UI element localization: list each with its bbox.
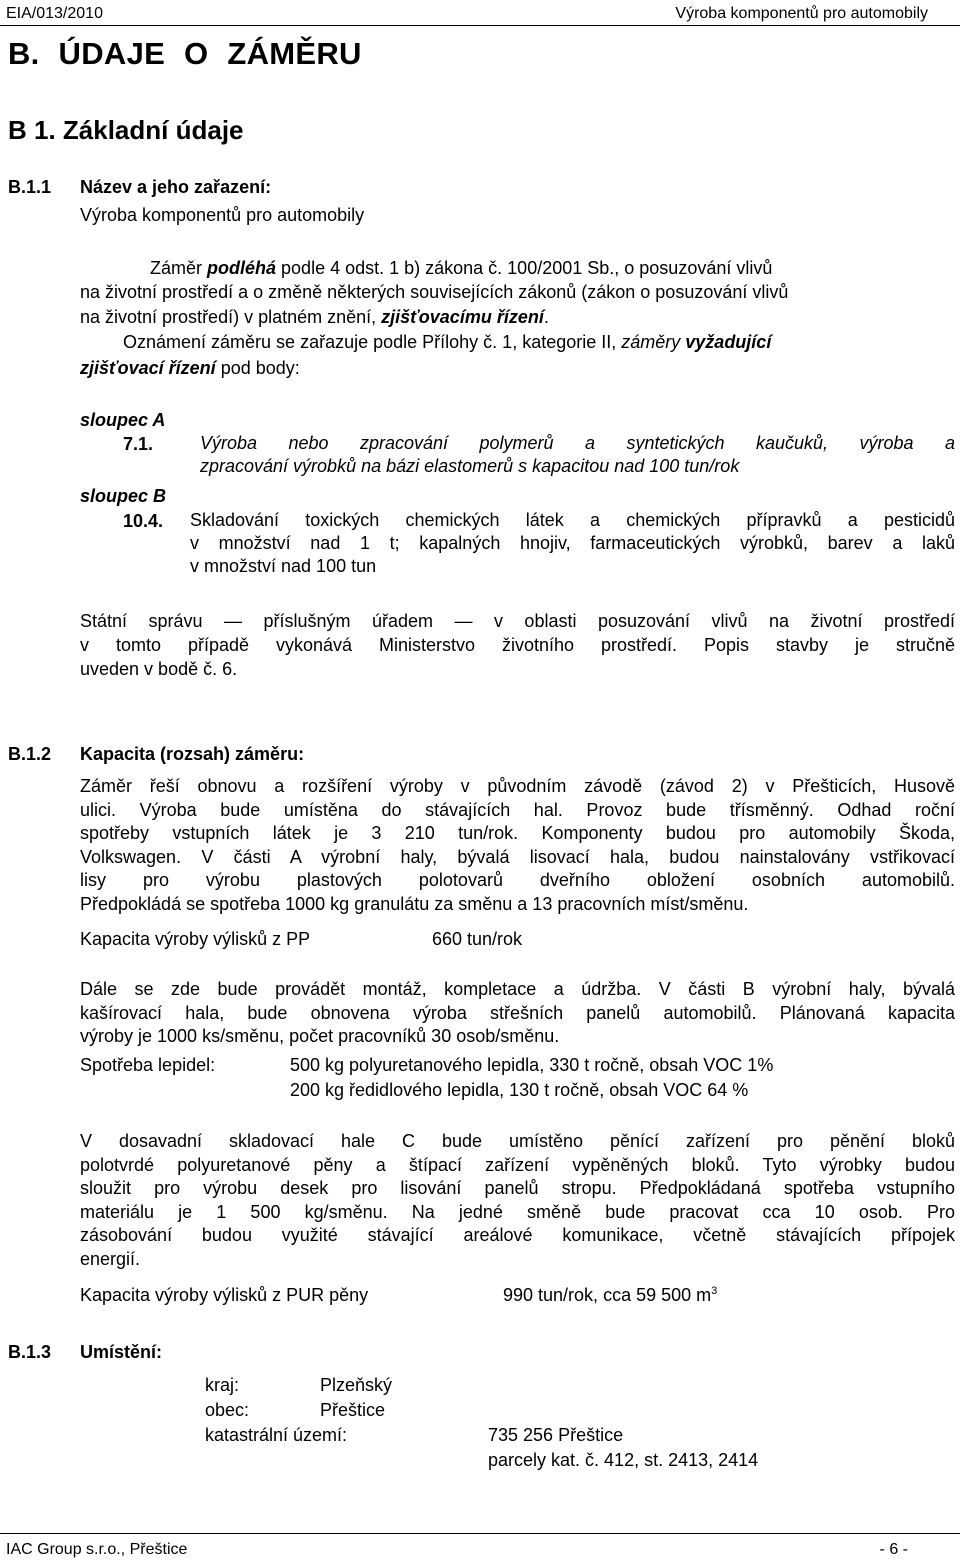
pp-capacity-value: 660 tun/rok	[432, 929, 523, 949]
state-administration-paragraph	[80, 609, 955, 681]
b11-para-line4	[123, 330, 771, 354]
b12-line: lisy pro výrobu plastových polotovarů dveřního obložení osobních automobilů.	[80, 870, 955, 891]
item-7-1-text	[200, 432, 955, 478]
item-10-4-line: v množství nad 100 tun	[190, 556, 377, 576]
b12-line: Předpokládá se spotřeba 1000 kg granulátu za směnu a 13 pracovních míst/směnu.	[80, 893, 749, 914]
pur-capacity-number: 990 tun/rok, cca 59 500 m	[503, 1285, 712, 1305]
item-10-4-line: Skladování toxických chemických látek a chemických přípravků a pesticidů	[190, 510, 955, 530]
item-10-4-number: 10.4.	[123, 511, 164, 531]
b12-title: Kapacita (rozsah) záměru:	[80, 744, 305, 764]
state-line: Státní správu — příslušným úřadem — v oblasti posuzování vlivů na životní prostředí	[80, 611, 955, 631]
b12-line: V dosavadní skladovací hale C bude umístěno pěnící zařízení pro pěnění bloků	[80, 1131, 955, 1151]
item-10-4-line: v množství nad 1 t; kapalných hnojiv, farmaceutických výrobků, barev a laků	[190, 533, 955, 553]
header-rule	[0, 25, 960, 26]
state-line: v tomto případě vykonává Ministerstvo životního prostředí. Popis stavby je stručně	[80, 635, 955, 655]
b11-text: na životní prostředí) v platném znění,	[80, 307, 382, 327]
b12-line: výroby je 1000 ks/směnu, počet pracovníků 30 osob/směnu.	[80, 1026, 560, 1047]
b12-line: ulici. Výroba bude umístěna do stávajících hal. Provoz bude třísměnný. Odhad roční	[80, 799, 955, 820]
b12-paragraph-3	[80, 1130, 955, 1272]
region-value: Plzeňský	[320, 1375, 393, 1395]
item-7-1-line: Výroba nebo zpracování polymerů a syntetických kaučuků, výroba a	[200, 433, 955, 453]
b13-title: Umístění:	[80, 1342, 163, 1362]
pur-capacity-value	[503, 1283, 717, 1307]
footer-rule	[0, 1533, 960, 1534]
b12-paragraph-1	[80, 775, 955, 917]
page-number: - 6 -	[879, 1541, 908, 1558]
glue-consumption-label: Spotřeba lepidel:	[80, 1055, 216, 1075]
b12-line: Záměr řeší obnovu a rozšíření výroby v původním závodě (závod 2) v Přešticích, Husově	[80, 776, 955, 796]
b11-project-name: Výroba komponentů pro automobily	[80, 205, 365, 225]
b12-paragraph-2	[80, 978, 955, 1049]
glue-consumption-line-1: 500 kg polyuretanového lepidla, 330 t ročně, obsah VOC 1%	[290, 1055, 774, 1075]
pur-capacity-label: Kapacita výroby výlisků z PUR pěny	[80, 1285, 369, 1305]
b12-line: materiálu je 1 500 kg/směnu. Na jedné směně bude pracovat cca 10 osob. Pro	[80, 1201, 955, 1222]
b11-text: Oznámení záměru se zařazuje podle Přílohy č. 1, kategorie II,	[123, 332, 622, 352]
item-7-1-line: zpracování výrobků na bázi elastomerů s kapacitou nad 100 tun/rok	[200, 456, 740, 476]
state-line: uveden v bodě č. 6.	[80, 659, 238, 679]
cubic-superscript: 3	[711, 1285, 718, 1297]
b12-line: Dále se zde bude provádět montáž, kompletace a údržba. V části B výrobní haly, bývalá	[80, 979, 955, 999]
b12-line: kašírovací hala, bude obnovena výroba střešních panelů automobilů. Plánovaná kapacita	[80, 1002, 955, 1023]
b11-title: Název a jeho zařazení:	[80, 177, 272, 197]
header-doc-id: EIA/013/2010	[6, 5, 103, 22]
b11-emphasis: zjišťovacímu řízení	[381, 307, 544, 327]
b13-number: B.1.3	[8, 1342, 52, 1362]
b11-italic: záměry	[621, 332, 681, 352]
b11-emphasis: vyžadující	[685, 332, 772, 352]
b11-para-line1	[150, 256, 772, 280]
b12-line: sloužit pro výrobu desek pro lisování panelů stropu. Předpokládaná spotřeba vstupního	[80, 1178, 955, 1199]
b12-line: zásobování budou využité stávající areálové komunikace, včetně stávajících přípojek	[80, 1225, 955, 1246]
b12-line: energií.	[80, 1248, 141, 1269]
municipality-label: obec:	[205, 1400, 250, 1420]
b12-line: Volkswagen. V části A výrobní haly, bývalá lisovací hala, budou nainstalovány vstřikovací	[80, 846, 955, 867]
b11-number: B.1.1	[8, 177, 52, 197]
b11-emphasis: podléhá	[207, 258, 277, 278]
b12-number: B.1.2	[8, 744, 52, 764]
b11-para-line3	[80, 305, 549, 329]
glue-consumption-line-2: 200 kg ředidlového lepidla, 130 t ročně, obsah VOC 64 %	[290, 1080, 749, 1100]
parcels-value: parcely kat. č. 412, st. 2413, 2414	[488, 1450, 759, 1470]
municipality-value: Přeštice	[320, 1400, 386, 1420]
b11-emphasis: zjišťovací řízení	[80, 358, 216, 378]
cadastral-area-value: 735 256 Přeštice	[488, 1425, 624, 1445]
b11-text: pod body:	[215, 358, 300, 378]
item-10-4-text	[190, 509, 955, 578]
subsection-title: B 1. Základní údaje	[8, 115, 244, 145]
region-label: kraj:	[205, 1375, 240, 1395]
pp-capacity-label: Kapacita výroby výlisků z PP	[80, 929, 311, 949]
column-a-label: sloupec A	[80, 410, 166, 430]
item-7-1-number: 7.1.	[123, 434, 154, 454]
footer-company: IAC Group s.r.o., Přeštice	[6, 1541, 188, 1558]
b11-para-line5	[80, 356, 300, 380]
b11-text: podle 4 odst. 1 b) zákona č. 100/2001 Sb., o posuzování vlivů	[276, 258, 773, 278]
header-doc-title: Výroba komponentů pro automobily	[675, 5, 928, 22]
cadastral-area-label: katastrální území:	[205, 1425, 348, 1445]
b11-para-line2: na životní prostředí a o změně některých souvisejících zákonů (zákon o posuzování vlivů	[80, 282, 789, 302]
column-b-label: sloupec B	[80, 486, 167, 506]
b11-text: .	[543, 307, 549, 327]
b12-line: spotřeby vstupních látek je 3 210 tun/rok. Komponenty budou pro automobily Škoda,	[80, 823, 955, 844]
section-title: B. ÚDAJE O ZÁMĚRU	[8, 36, 362, 71]
b12-line: polotvrdé polyuretanové pěny a štípací zařízení vypěněných bloků. Tyto výrobky budou	[80, 1154, 955, 1175]
b11-text: Záměr	[150, 258, 208, 278]
